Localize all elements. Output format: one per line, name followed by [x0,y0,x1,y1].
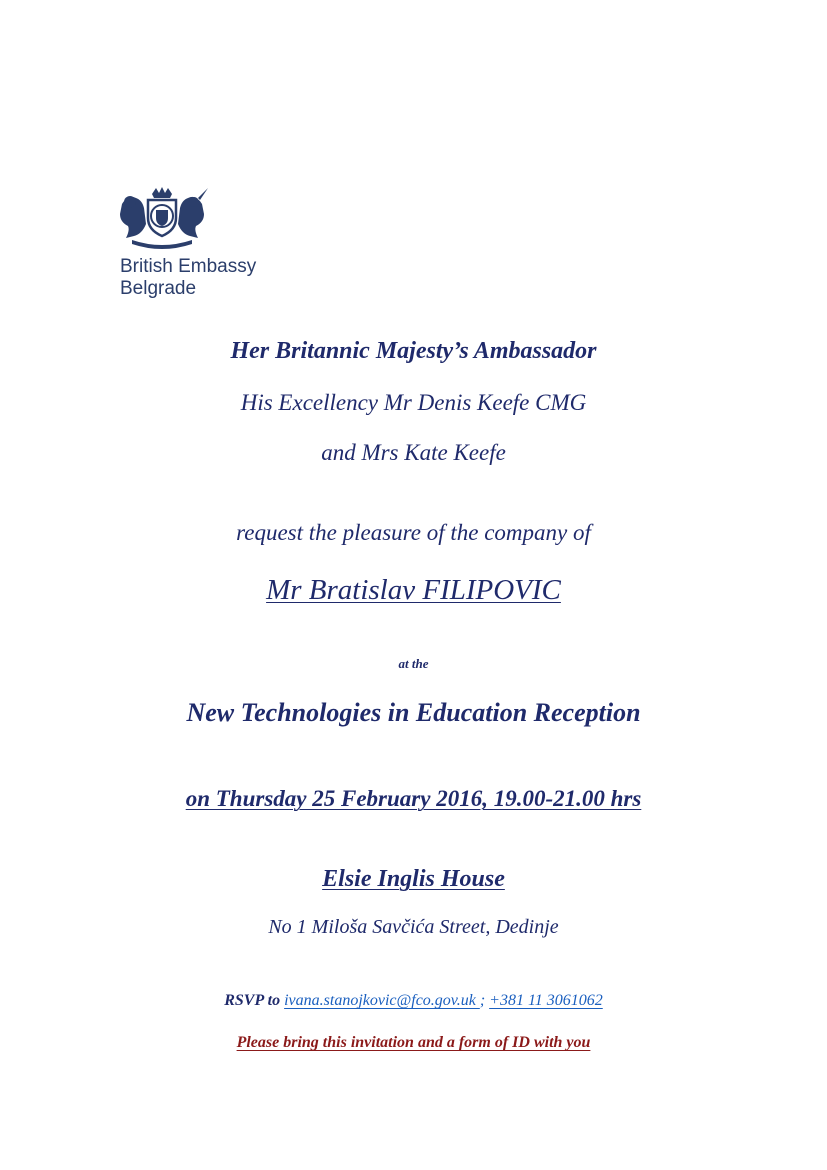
host-spouse: and Mrs Kate Keefe [321,440,506,465]
guest-name-text: Mr Bratislav FILIPOVIC [266,574,561,606]
embassy-name [120,256,256,300]
embassy-name-line1: British Embassy [120,256,257,277]
event-name: New Technologies in Education Reception [186,698,641,727]
embassy-name-line2: Belgrade [120,278,197,299]
venue-name [0,866,827,893]
venue-name-text: Elsie Inglis House [322,866,505,892]
rsvp-label: RSVP to [224,992,285,1009]
rsvp-separator: ; [479,992,490,1009]
venue-address: No 1 Miloša Savčića Street, Dedinje [268,916,559,938]
royal-coat-of-arms-icon [112,186,212,250]
rsvp-line [0,992,827,1010]
at-text: at the [398,656,429,671]
request-text: request the pleasure of the company of [236,520,591,545]
rsvp-phone-link[interactable]: +381 11 3061062 [489,992,603,1009]
guest-name [0,574,827,607]
rsvp-email-link[interactable]: ivana.stanojkovic@fco.gov.uk [284,992,480,1009]
id-note [0,1034,827,1052]
id-note-text: Please bring this invitation and a form of ID with you [236,1034,591,1051]
event-date-time-text: on Thursday 25 February 2016, 19.00-21.00 hrs [185,786,642,811]
host-name: His Excellency Mr Denis Keefe CMG [240,390,587,415]
host-title: Her Britannic Majesty’s Ambassador [230,338,597,364]
event-date-time [0,786,827,812]
